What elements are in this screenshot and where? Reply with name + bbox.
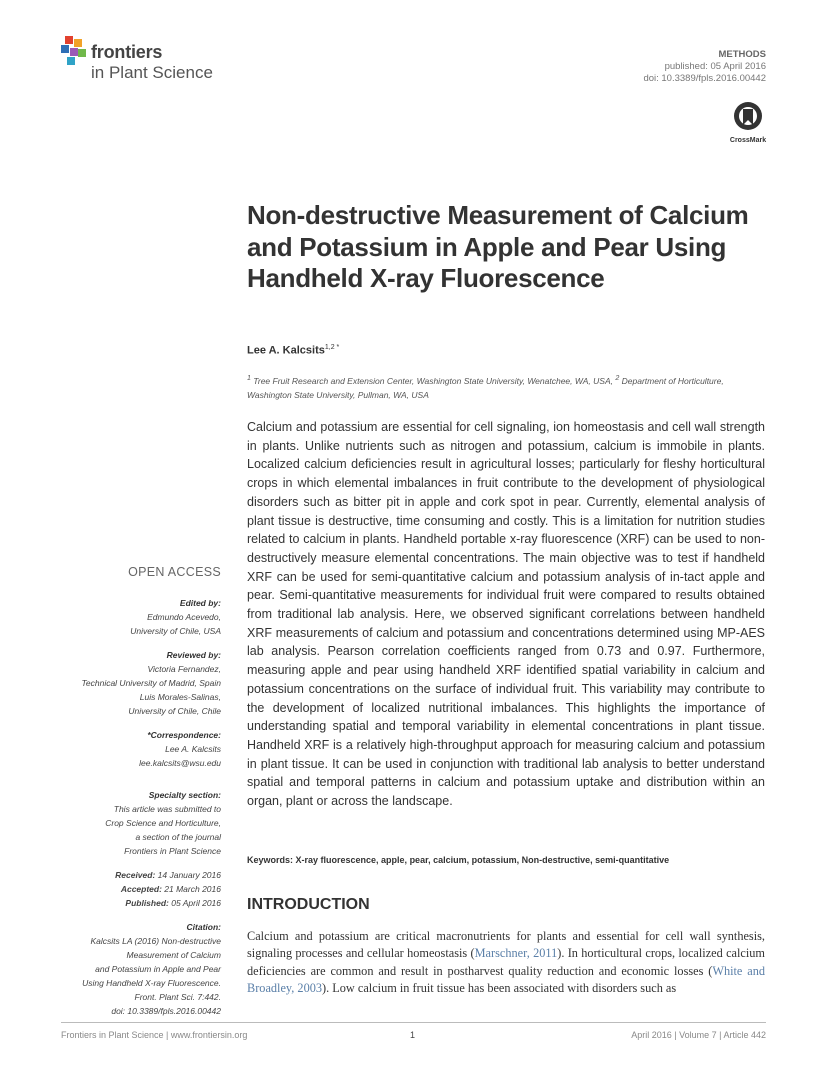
open-access-label: OPEN ACCESS	[128, 565, 221, 579]
article-type: METHODS	[718, 49, 766, 60]
citation-line: and Potassium in Apple and Pear	[95, 964, 221, 974]
footer-divider	[61, 1022, 766, 1023]
correspondence-block	[40, 728, 221, 770]
author-superscript: 1,2 *	[324, 344, 340, 351]
intro-text: ). Low calcium in fruit tissue has been associated with disorders such as	[322, 981, 677, 996]
affiliation-1: Tree Fruit Research and Extension Center, Washington State University, Wenatchee, WA, USA,	[250, 375, 616, 386]
citation-line: Front. Plant Sci. 7:442.	[134, 992, 221, 1002]
dates-block	[40, 868, 221, 910]
author-text: Lee A. Kalcsits	[247, 344, 325, 357]
published-value: 05 April 2016	[168, 898, 221, 908]
editor-affil: University of Chile, USA	[130, 626, 221, 636]
received-date	[40, 868, 221, 882]
corr-email[interactable]: lee.kalcsits@wsu.edu	[139, 758, 221, 768]
intro-text: Calcium and potassium are critical macronutrients for plants and essential for cell wall synthesis, signaling processes and cellular homeostasis (	[247, 929, 765, 961]
specialty-line: Frontiers in Plant Science	[124, 846, 221, 856]
received-value: 14 January 2016	[155, 870, 221, 880]
citation-line: Measurement of Calcium	[126, 950, 221, 960]
affiliation-2: Department of Horticulture, Washington State University, Pullman, WA, USA	[247, 375, 724, 400]
reviewed-by-block	[40, 648, 221, 718]
citation-label: Citation:	[186, 922, 221, 932]
reviewed-by-label: Reviewed by:	[166, 650, 221, 660]
citation-line: Kalcsits LA (2016) Non-destructive	[90, 936, 221, 946]
keywords-label: Keywords:	[247, 855, 294, 865]
citation-line: Using Handheld X-ray Fluorescence.	[82, 978, 221, 988]
specialty-line: This article was submitted to	[113, 804, 221, 814]
edited-by-label: Edited by:	[179, 598, 221, 608]
published-date: published: 05 April 2016	[664, 61, 766, 72]
section-heading-introduction: INTRODUCTION	[247, 896, 370, 913]
specialty-line: Crop Science and Horticulture,	[105, 818, 221, 828]
footer-issue-info: April 2016 | Volume 7 | Article 442	[631, 1030, 766, 1040]
citation-link[interactable]: Marschner, 2011	[474, 946, 558, 961]
affiliations	[247, 371, 747, 402]
keywords	[247, 855, 777, 865]
affil-sup-1: 1	[247, 374, 251, 382]
intro-paragraph	[247, 928, 765, 998]
citation-link[interactable]: White and Broadley, 2003	[247, 963, 766, 996]
reviewer-name[interactable]: Luis Morales-Salinas,	[139, 692, 221, 702]
crossmark-badge[interactable]	[728, 101, 768, 143]
accepted-label: Accepted:	[120, 884, 162, 894]
editor-name[interactable]: Edmundo Acevedo,	[147, 612, 221, 622]
crossmark-label: CrossMark	[729, 137, 767, 144]
article-meta	[643, 49, 766, 85]
article-title: Non-destructive Measurement of Calcium and Potassium in Apple and Pear Using Handheld X-ray Fluorescence	[247, 200, 749, 293]
accepted-date	[40, 882, 221, 896]
reviewer-name[interactable]: Victoria Fernandez,	[147, 664, 221, 674]
journal-logo[interactable]	[61, 36, 231, 86]
accepted-value: 21 March 2016	[161, 884, 221, 894]
specialty-label: Specialty section:	[148, 790, 221, 800]
citation-doi[interactable]: doi: 10.3389/fpls.2016.00442	[111, 1006, 221, 1016]
crossmark-icon	[733, 101, 763, 131]
page-number: 1	[410, 1030, 416, 1040]
specialty-line: a section of the journal	[135, 832, 221, 842]
intro-text: ). In horticultural crops, localized calcium deficiencies are common and result in postharvest quality reduction and economic losses (	[247, 946, 766, 978]
published-label: Published:	[125, 898, 169, 908]
corr-name: Lee A. Kalcsits	[165, 744, 221, 754]
reviewer-affil: Technical University of Madrid, Spain	[81, 678, 221, 688]
reviewer-affil: University of Chile, Chile	[128, 706, 221, 716]
citation-block	[40, 920, 221, 1018]
logo-wordmark: frontiers	[91, 42, 163, 62]
footer-journal-link[interactable]: Frontiers in Plant Science | www.frontiersin.org	[61, 1030, 248, 1040]
edited-by-block	[40, 596, 221, 638]
correspondence-label: *Correspondence:	[147, 730, 221, 740]
keywords-list: X-ray fluorescence, apple, pear, calcium, potassium, Non-destructive, semi-quantitative	[293, 855, 670, 865]
journal-name: in Plant Science	[91, 63, 213, 82]
frontiers-logo-icon	[61, 36, 87, 66]
affil-sup-2: 2	[615, 374, 620, 382]
published-date-side	[40, 896, 221, 910]
doi-link[interactable]: doi: 10.3389/fpls.2016.00442	[643, 73, 766, 84]
abstract: Calcium and potassium are essential for cell signaling, ion homeostasis and cell wall strength in plants. Unlike nutrients such as nitrogen and potassium, calcium is immobile in plants. Localized calcium deficiencies result in agricultural losses; particularly for fleshy horticultural crops in which elemental imbalances in fruit contribute to the development of physiological disorders such as bitter pit in apple and cork spot in pear. Currently, elemental analysis of plant tissue is destructive, time consuming and costly. This is a limitation for nutrition studies related to calcium in plants. Handheld portable x-ray fluorescence (XRF) can be used to non-destructively measure elemental concentrations. The main objective was to test if handheld XRF can be used for semi-quantitative calcium and potassium analysis of in-tact apple and pear. Semi-quantitative measurements for individual fruit were compared to results obtained from traditional lab analysis. Here, we observed significant correlations between handheld XRF measurements of calcium and potassium and concentrations determined using MP-AES lab analysis. Pearson correlation coefficients ranged from 0.73 and 0.97. Furthermore, measuring apple and pear using handheld XRF identified spatial variability in calcium and potassium concentrations on the surface of individual fruit. This variability may contribute to the development of localized nutritional imbalances. This highlights the importance of understanding spatial and temporal variability in elemental concentrations in plant tissue. Handheld XRF is a relatively high-throughput approach for measuring calcium and potassium in plant tissue. It can be used in conjunction with traditional lab analysis to better understand spatial and temporal patterns in calcium and potassium uptake and distribution within an organ, plant or across the landscape.	[247, 420, 765, 809]
sidebar-info	[40, 596, 221, 1028]
specialty-block	[40, 788, 221, 858]
author-name[interactable]	[247, 344, 339, 357]
received-label: Received:	[115, 870, 156, 880]
